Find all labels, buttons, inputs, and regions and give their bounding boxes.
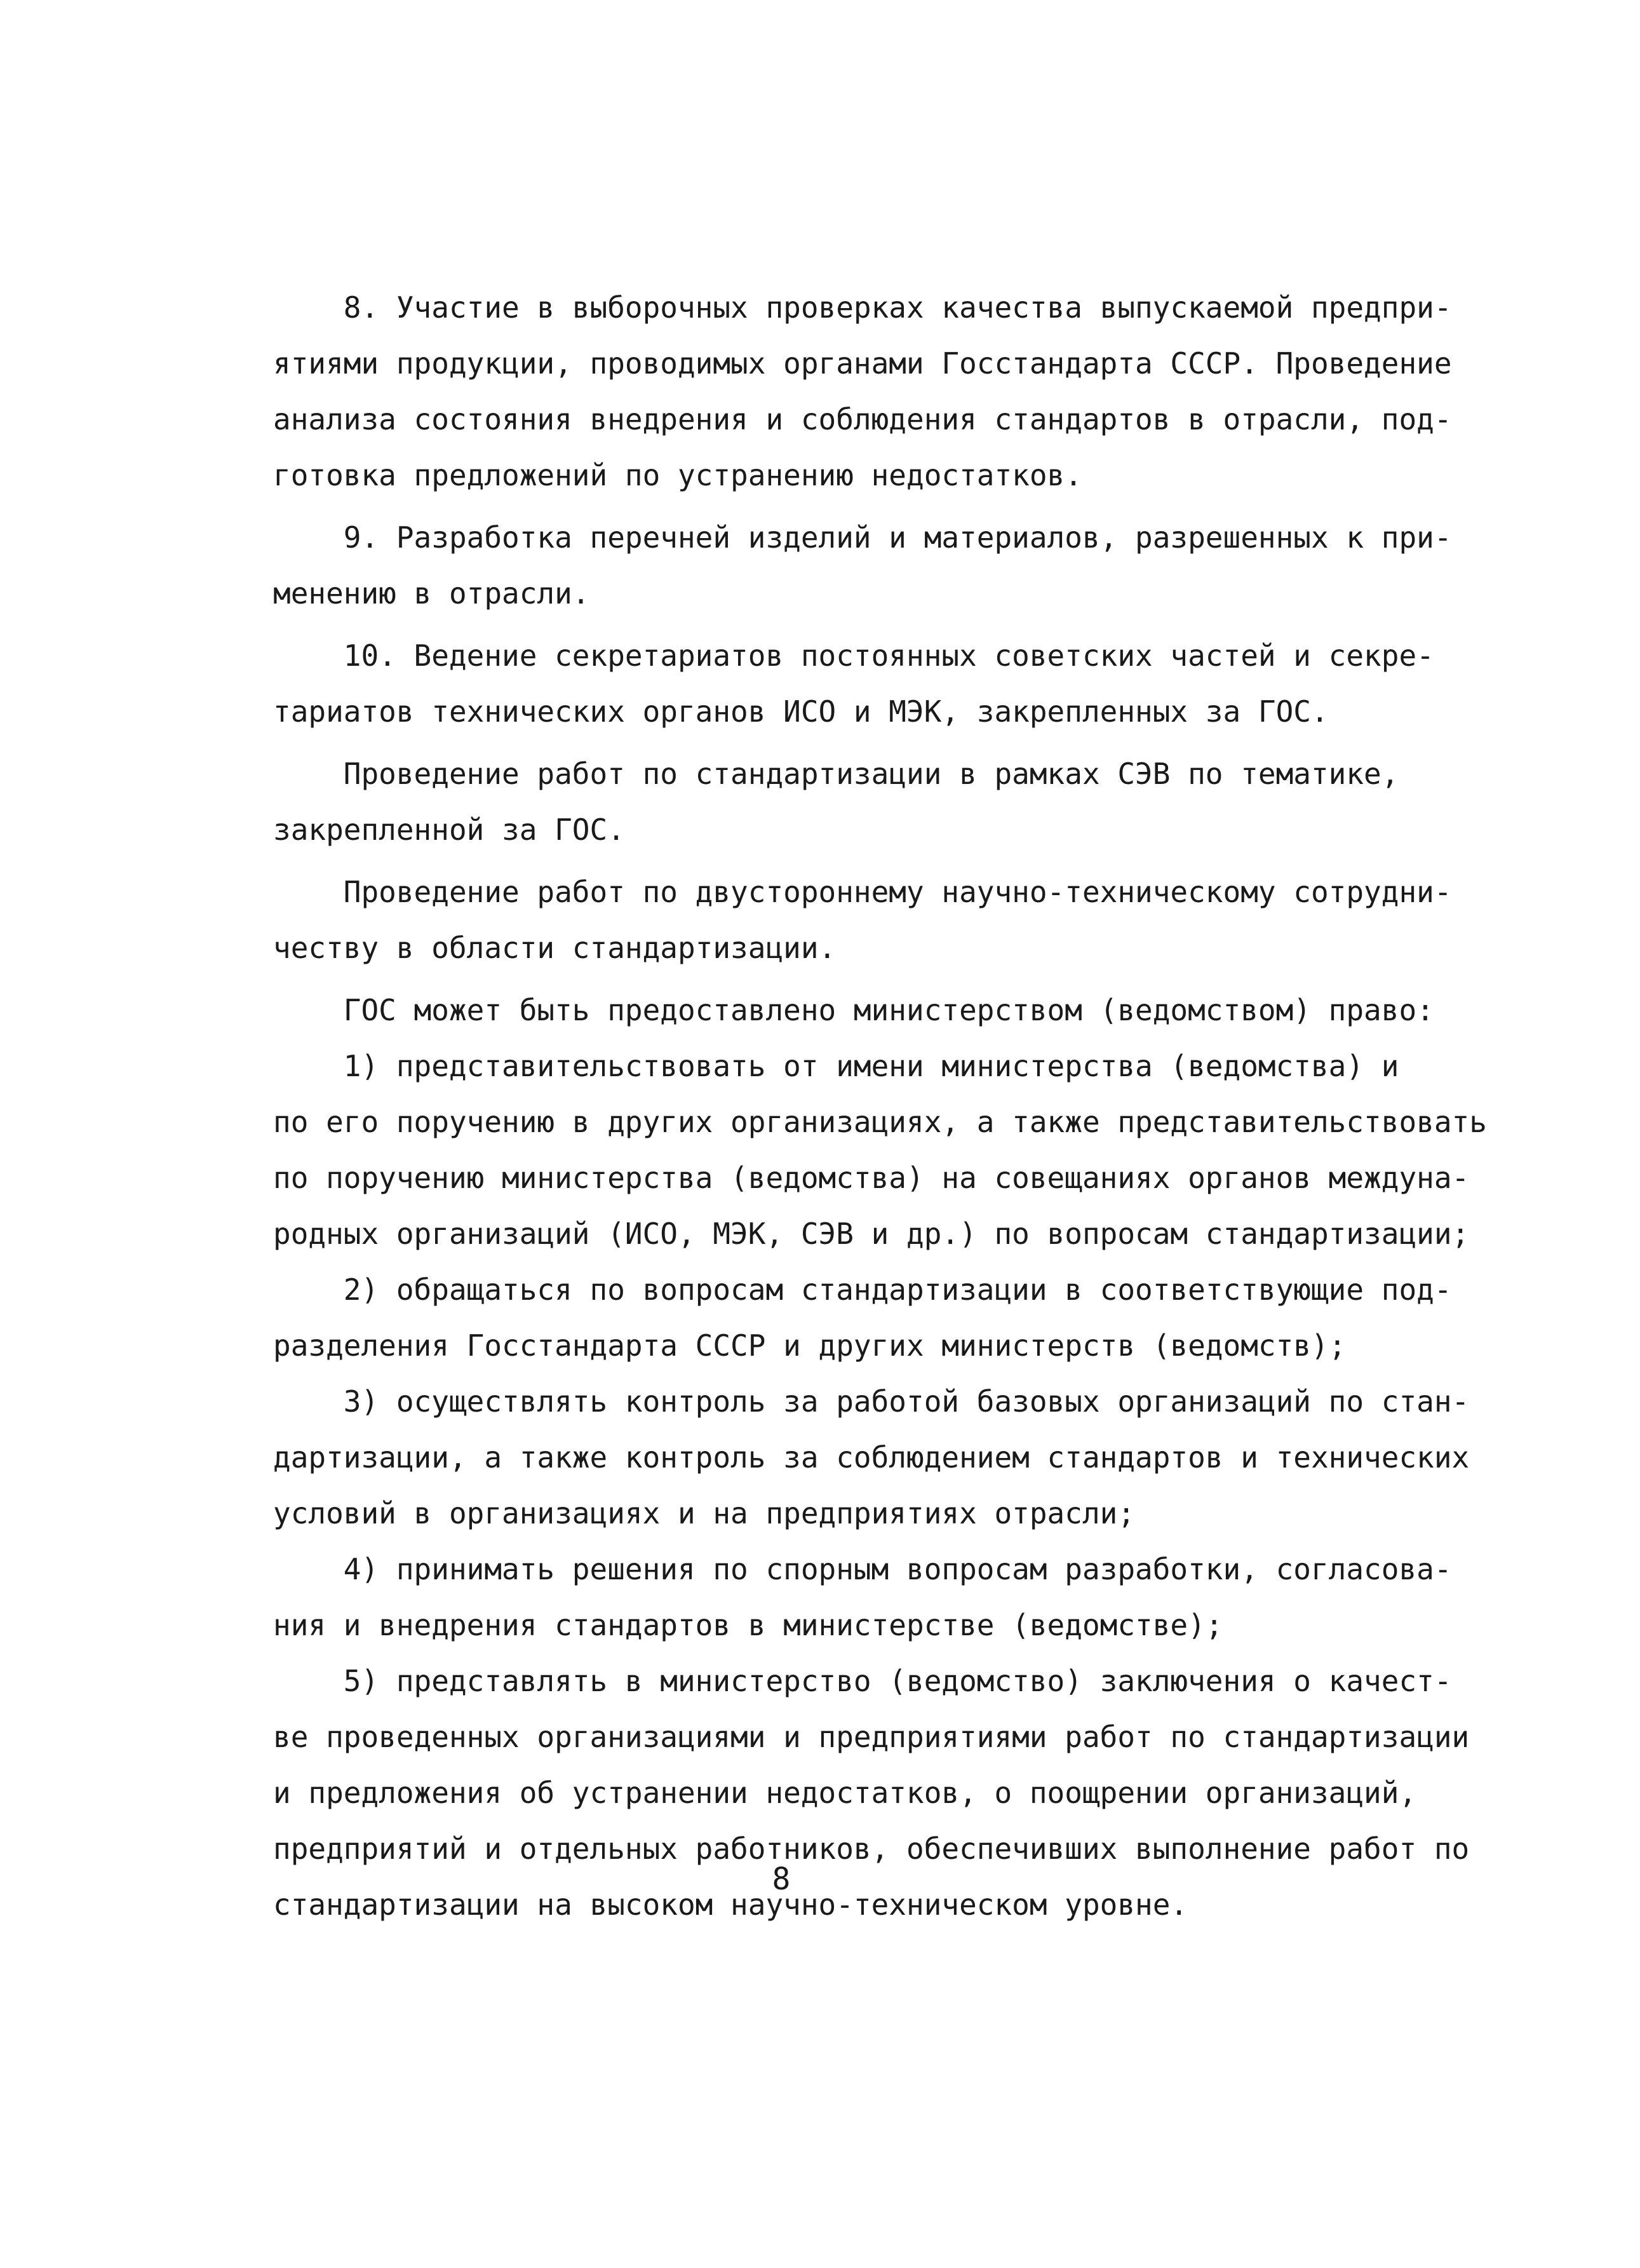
text-line: ятиями продукции, проводимых органами Госстандарта СССР. Проведение	[273, 346, 1452, 381]
text-line: ния и внедрения стандартов в министерстве (ведомстве);	[273, 1608, 1223, 1642]
text-line: анализа состояния внедрения и соблюдения стандартов в отрасли, под-	[273, 402, 1452, 436]
text-line: родных организаций (ИСО, МЭК, СЭВ и др.) по вопросам стандартизации;	[273, 1217, 1470, 1251]
text-line: 4) принимать решения по спорным вопросам разработки, согласова-	[273, 1552, 1452, 1586]
text-line: ГОС может быть предоставлено министерством (ведомством) право:	[273, 993, 1434, 1027]
page-number: 8	[772, 1861, 791, 1897]
text-line: 5) представлять в министерство (ведомство) заключения о качест-	[273, 1664, 1452, 1698]
text-line: условий в организациях и на предприятиях отрасли;	[273, 1496, 1136, 1530]
text-line: дартизации, а также контроль за соблюдением стандартов и технических	[273, 1440, 1470, 1475]
text-line: менению в отрасли.	[273, 576, 590, 611]
text-line: 3) осуществлять контроль за работой базовых организаций по стан-	[273, 1384, 1470, 1419]
text-line: честву в области стандартизации.	[273, 931, 837, 965]
text-line: 10. Ведение секретариатов постоянных советских частей и секре-	[273, 638, 1434, 673]
text-line: Проведение работ по двустороннему научно-техническому сотрудни-	[273, 875, 1452, 909]
text-line: Проведение работ по стандартизации в рамках СЭВ по тематике,	[273, 757, 1399, 791]
text-line: предприятий и отдельных работников, обеспечивших выполнение работ по	[273, 1832, 1470, 1866]
body-text	[273, 280, 1487, 1933]
text-line: ве проведенных организациями и предприятиями работ по стандартизации	[273, 1720, 1470, 1754]
text-line: 2) обращаться по вопросам стандартизации в соответствующие под-	[273, 1272, 1452, 1307]
text-line: готовка предложений по устранению недостатков.	[273, 458, 1082, 492]
text-line: по поручению министерства (ведомства) на совещаниях органов междуна-	[273, 1161, 1470, 1195]
text-line: и предложения об устранении недостатков, о поощрении организаций,	[273, 1776, 1417, 1810]
text-line: разделения Госстандарта СССР и других министерств (ведомств);	[273, 1328, 1347, 1363]
text-line: закрепленной за ГОС.	[273, 813, 625, 847]
text-line: 9. Разработка перечней изделий и материалов, разрешенных к при-	[273, 520, 1452, 555]
text-line: тариатов технических органов ИСО и МЭК, закрепленных за ГОС.	[273, 694, 1329, 729]
text-line: 1) представительствовать от имени министерства (ведомства) и	[273, 1049, 1399, 1083]
text-line: стандартизации на высоком научно-техническом уровне.	[273, 1887, 1188, 1922]
text-line: по его поручению в других организациях, а также представительствовать	[273, 1105, 1487, 1139]
text-line: 8. Участие в выборочных проверках качества выпускаемой предпри-	[273, 290, 1452, 325]
